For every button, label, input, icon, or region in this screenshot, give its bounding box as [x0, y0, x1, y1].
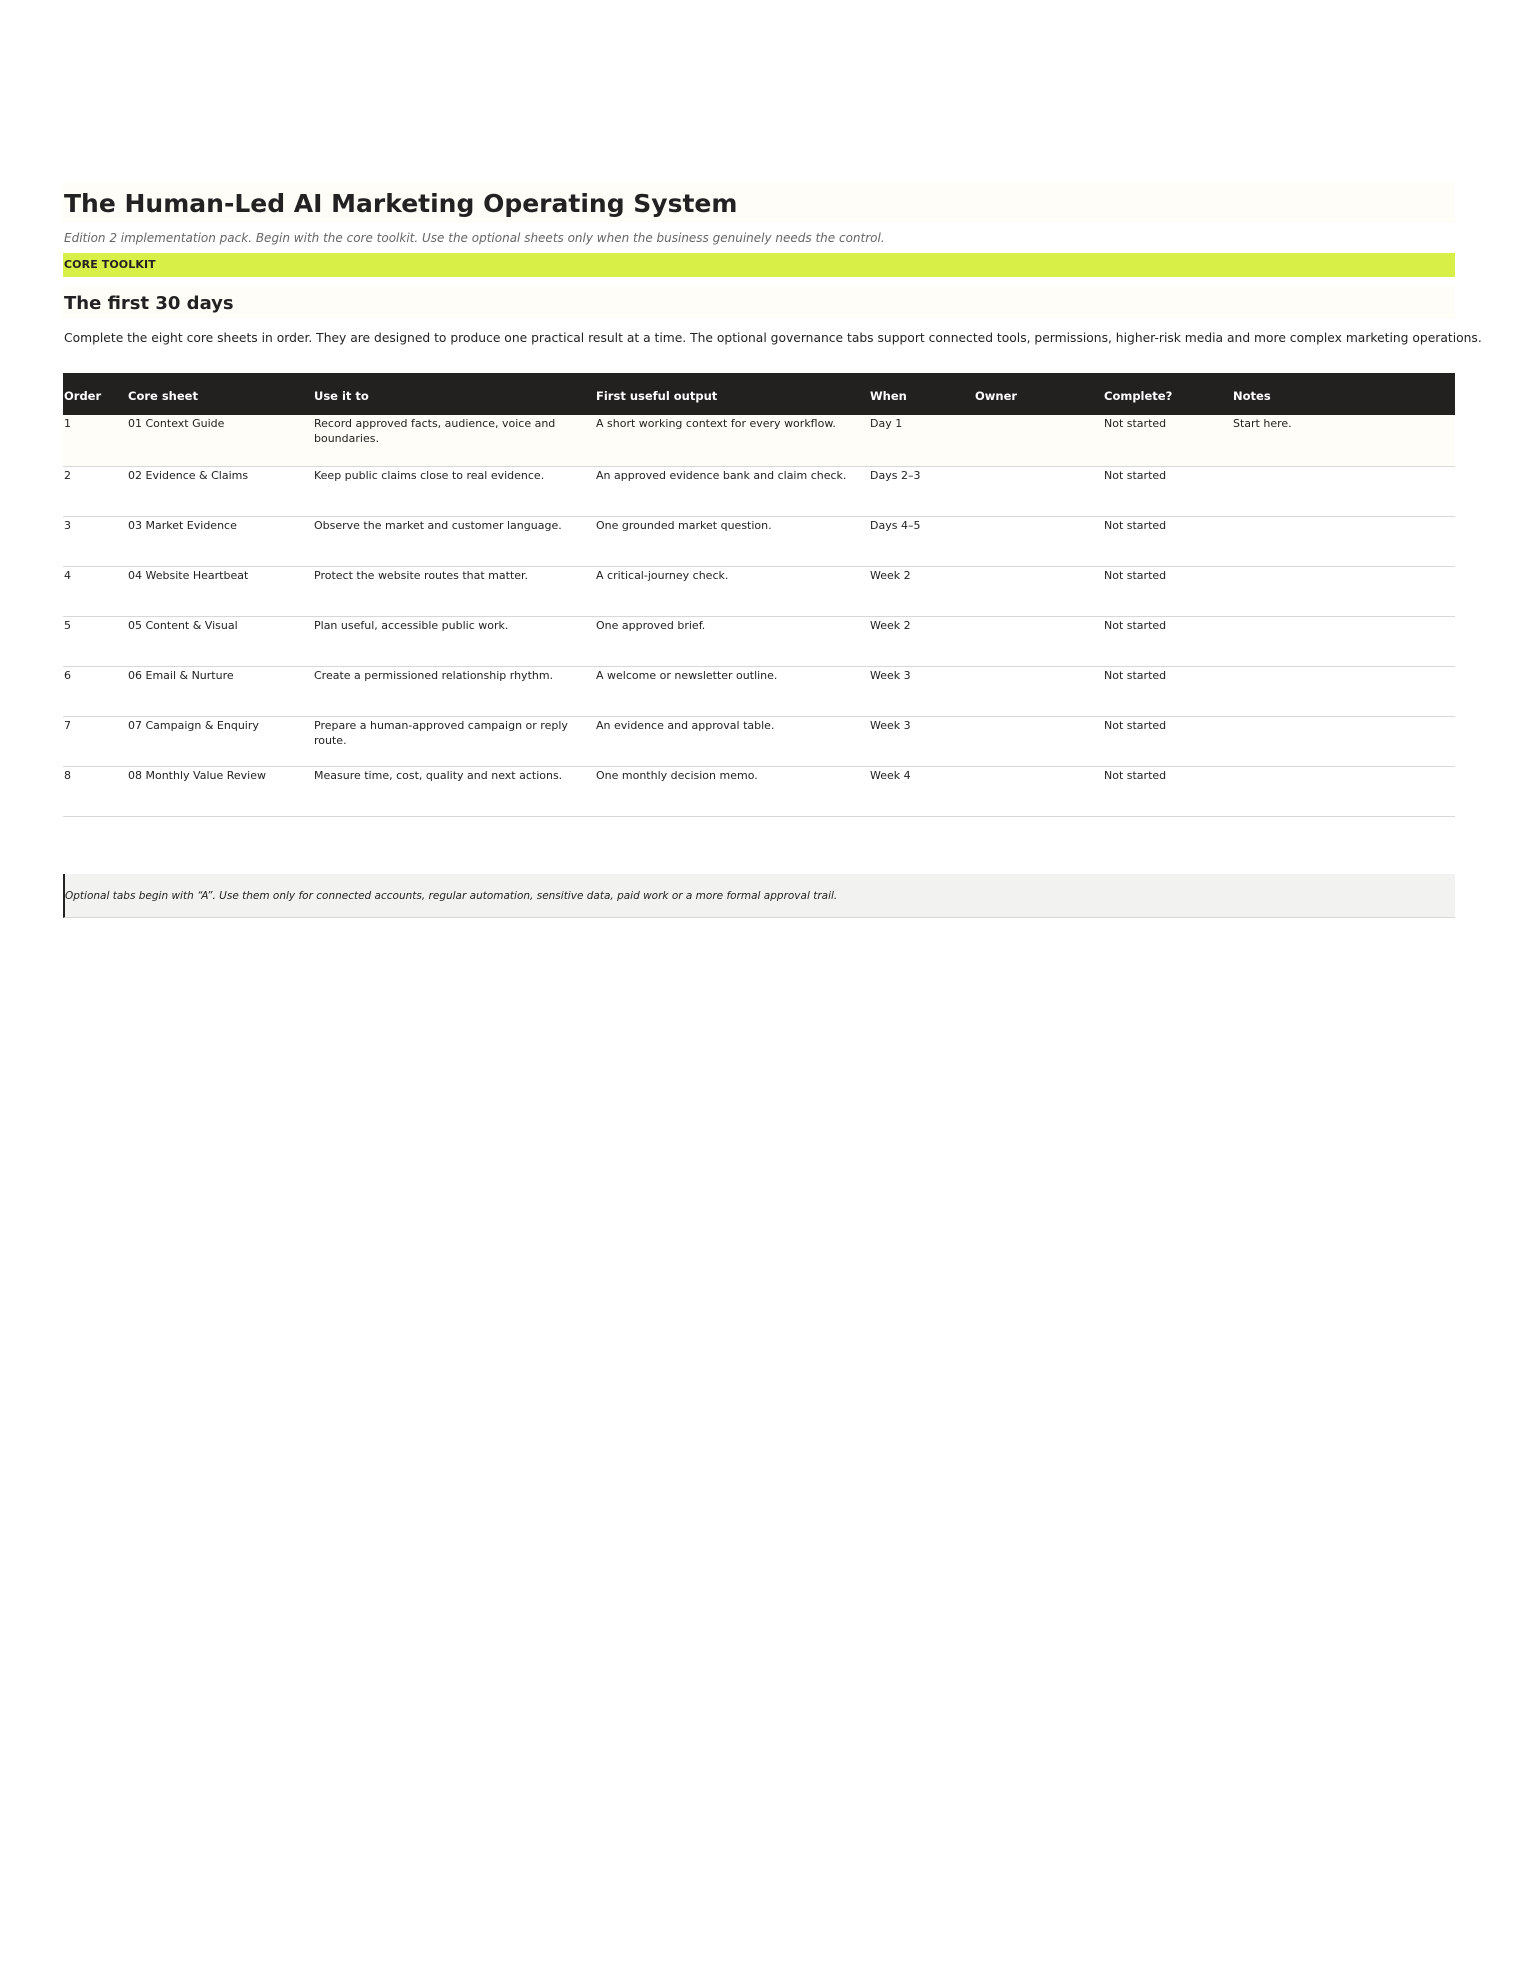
heading-band: [63, 287, 1455, 319]
cell-when[interactable]: Week 4: [870, 769, 911, 782]
cell-use-it-to[interactable]: Create a permissioned relationship rhythm.: [314, 669, 554, 682]
header-order: Order: [64, 389, 102, 403]
cell-complete[interactable]: Not started: [1104, 569, 1167, 582]
table-row: [63, 517, 1455, 567]
cell-first-output[interactable]: One approved brief.: [596, 619, 706, 632]
title-band: [63, 183, 1455, 223]
cell-owner[interactable]: [974, 517, 1103, 518]
worksheet: [63, 183, 1482, 918]
core-sheets-table: [63, 373, 1455, 817]
optional-tabs-note: Optional tabs begin with “A”. Use them only for connected accounts, regular automation, sensitive data, paid work or a more formal approval trail.: [63, 874, 1455, 918]
section-heading: The first 30 days: [64, 292, 234, 314]
cell-core-sheet[interactable]: 08 Monthly Value Review: [128, 769, 266, 782]
header-first-output: First useful output: [596, 389, 718, 403]
cell-order[interactable]: 6: [64, 669, 71, 682]
cell-owner[interactable]: [974, 415, 1103, 416]
cell-when[interactable]: Week 2: [870, 569, 911, 582]
header-use-it-to: Use it to: [314, 389, 369, 403]
cell-core-sheet[interactable]: 07 Campaign & Enquiry: [128, 719, 259, 732]
cell-order[interactable]: 5: [64, 619, 71, 632]
intro-text: Complete the eight core sheets in order. They are designed to produce one practical result at a time. The optional governance tabs support connected tools, permissions, higher-risk media and more complex marketing operations.: [64, 331, 1482, 345]
cell-order[interactable]: 8: [64, 769, 71, 782]
table-row: [63, 415, 1455, 467]
cell-complete[interactable]: Not started: [1104, 769, 1167, 782]
cell-when[interactable]: Week 2: [870, 619, 911, 632]
page-subtitle: Edition 2 implementation pack. Begin with the core toolkit. Use the optional sheets only when the business genuinely needs the control.: [64, 231, 885, 245]
table-row: [63, 667, 1455, 717]
cell-first-output[interactable]: One grounded market question.: [596, 519, 772, 532]
cell-first-output[interactable]: An approved evidence bank and claim check.: [596, 469, 847, 482]
cell-use-it-to[interactable]: Record approved facts, audience, voice and boundaries.: [314, 417, 556, 445]
cell-when[interactable]: Days 2–3: [870, 469, 921, 482]
table-row: [63, 567, 1455, 617]
cell-order[interactable]: 4: [64, 569, 71, 582]
cell-first-output[interactable]: A welcome or newsletter outline.: [596, 669, 778, 682]
header-when: When: [870, 389, 907, 403]
cell-when[interactable]: Week 3: [870, 719, 911, 732]
cell-complete[interactable]: Not started: [1104, 669, 1167, 682]
cell-core-sheet[interactable]: 05 Content & Visual: [128, 619, 238, 632]
cell-owner[interactable]: [974, 567, 1103, 568]
cell-notes[interactable]: Start here.: [1233, 417, 1292, 430]
cell-notes[interactable]: [1232, 517, 1455, 518]
cell-when[interactable]: Days 4–5: [870, 519, 921, 532]
header-owner: Owner: [975, 389, 1018, 403]
table-row: [63, 717, 1455, 767]
table-header: [63, 373, 1455, 415]
cell-notes[interactable]: [1232, 617, 1455, 618]
cell-core-sheet[interactable]: 02 Evidence & Claims: [128, 469, 249, 482]
table-row: [63, 467, 1455, 517]
header-notes: Notes: [1233, 389, 1271, 403]
cell-first-output[interactable]: A short working context for every workflow.: [596, 417, 836, 430]
cell-use-it-to[interactable]: Measure time, cost, quality and next actions.: [314, 769, 563, 782]
page-title: The Human-Led AI Marketing Operating System: [64, 188, 738, 218]
cell-core-sheet[interactable]: 06 Email & Nurture: [128, 669, 234, 682]
header-core-sheet: Core sheet: [128, 389, 198, 403]
cell-order[interactable]: 2: [64, 469, 71, 482]
cell-notes[interactable]: [1232, 467, 1455, 468]
cell-owner[interactable]: [974, 767, 1103, 768]
cell-owner[interactable]: [974, 617, 1103, 618]
cell-complete[interactable]: Not started: [1104, 417, 1167, 430]
table-row: [63, 767, 1455, 817]
cell-notes[interactable]: [1232, 717, 1455, 718]
cell-owner[interactable]: [974, 467, 1103, 468]
cell-owner[interactable]: [974, 717, 1103, 718]
cell-first-output[interactable]: An evidence and approval table.: [596, 719, 775, 732]
table-row: [63, 617, 1455, 667]
cell-notes[interactable]: [1232, 767, 1455, 768]
cell-complete[interactable]: Not started: [1104, 469, 1167, 482]
cell-first-output[interactable]: A critical-journey check.: [596, 569, 729, 582]
cell-first-output[interactable]: One monthly decision memo.: [596, 769, 758, 782]
cell-order[interactable]: 7: [64, 719, 71, 732]
cell-when[interactable]: Week 3: [870, 669, 911, 682]
cell-core-sheet[interactable]: 04 Website Heartbeat: [128, 569, 249, 582]
cell-use-it-to[interactable]: Observe the market and customer language.: [314, 519, 562, 532]
cell-use-it-to[interactable]: Keep public claims close to real evidence.: [314, 469, 545, 482]
cell-use-it-to[interactable]: Protect the website routes that matter.: [314, 569, 529, 582]
cell-use-it-to[interactable]: Plan useful, accessible public work.: [314, 619, 509, 632]
cell-notes[interactable]: [1232, 567, 1455, 568]
section-label: CORE TOOLKIT: [63, 253, 1455, 277]
cell-complete[interactable]: Not started: [1104, 719, 1167, 732]
cell-notes[interactable]: [1232, 667, 1455, 668]
header-complete: Complete?: [1104, 389, 1173, 403]
cell-order[interactable]: 1: [64, 417, 71, 430]
cell-use-it-to[interactable]: Prepare a human-approved campaign or reply route.: [314, 719, 568, 747]
cell-core-sheet[interactable]: 03 Market Evidence: [128, 519, 237, 532]
cell-core-sheet[interactable]: 01 Context Guide: [128, 417, 225, 430]
cell-owner[interactable]: [974, 667, 1103, 668]
cell-complete[interactable]: Not started: [1104, 619, 1167, 632]
cell-when[interactable]: Day 1: [870, 417, 903, 430]
cell-order[interactable]: 3: [64, 519, 71, 532]
cell-complete[interactable]: Not started: [1104, 519, 1167, 532]
